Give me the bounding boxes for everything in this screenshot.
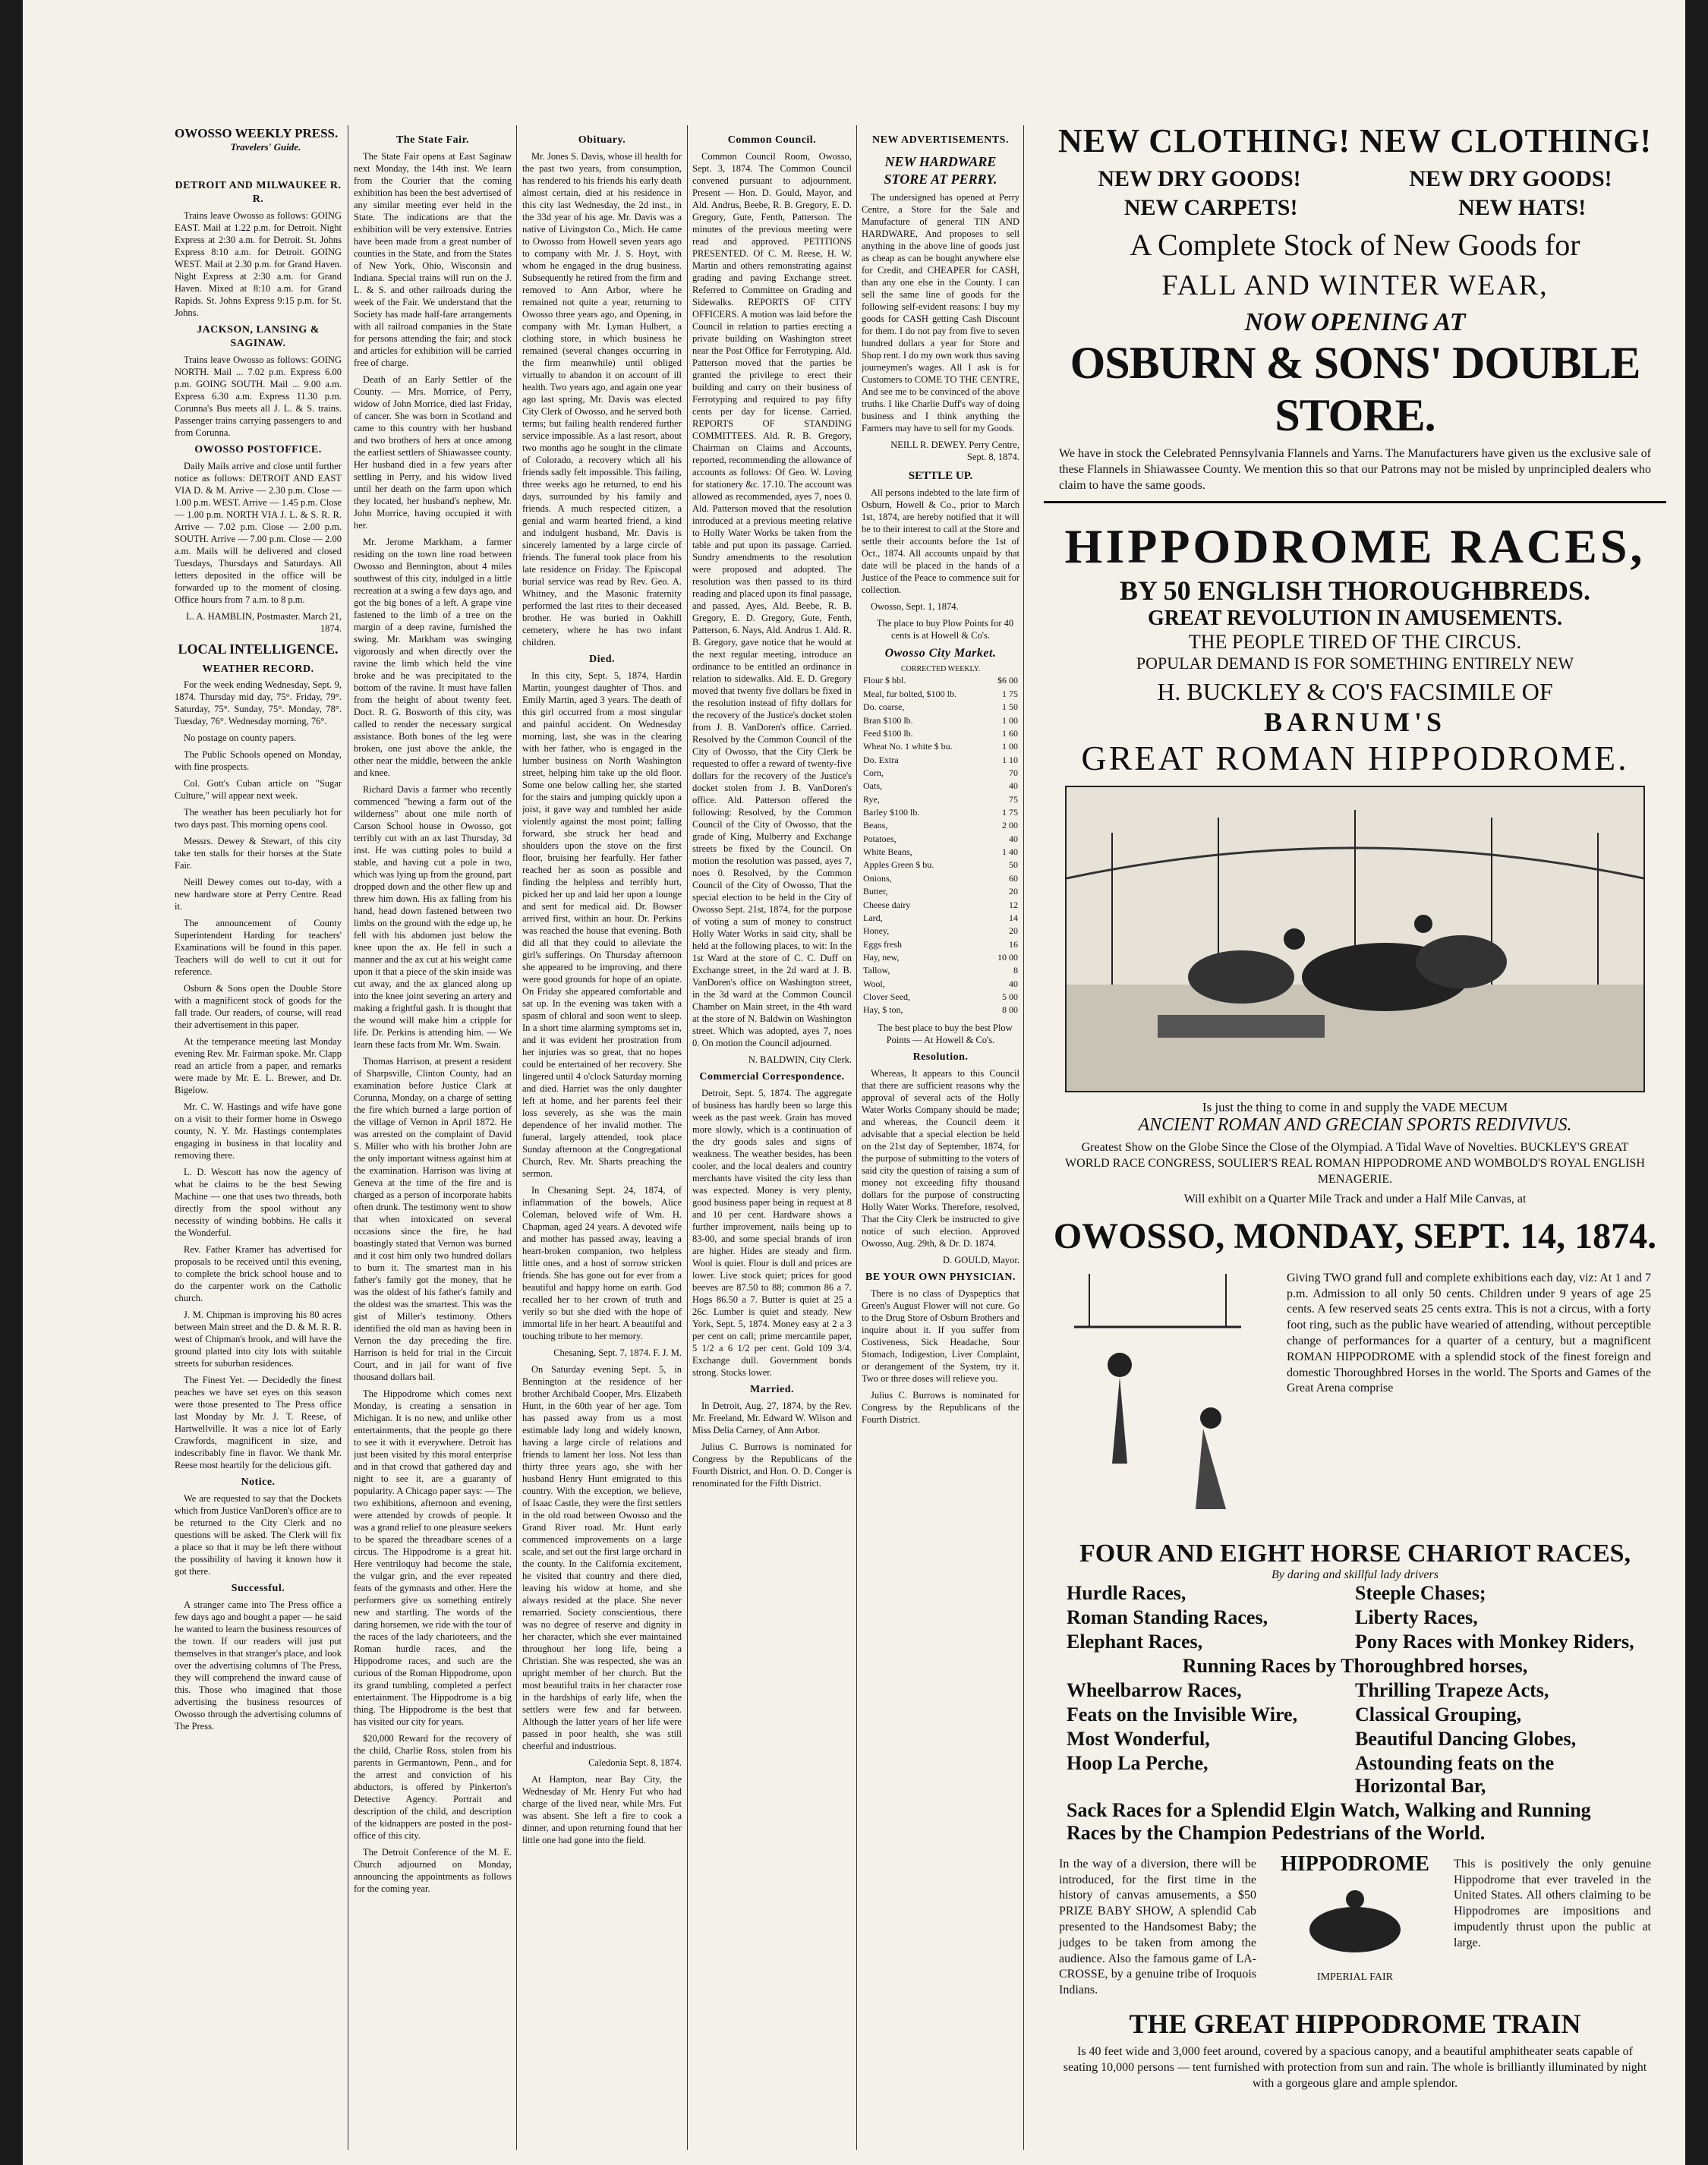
market-row — [862, 740, 1019, 753]
feature-item: Running Races by Thoroughbred horses, — [1182, 1654, 1528, 1677]
ad-hats: NEW HATS! — [1458, 195, 1587, 220]
ad-drygoods-left: NEW DRY GOODS! — [1098, 166, 1301, 191]
market-item: Lard, — [863, 912, 883, 923]
hippodrome-illustration — [1065, 786, 1645, 1092]
hardware-signature: NEILL R. DEWEY. Perry Centre, Sept. 8, 1874. — [890, 439, 1019, 462]
market-price: 5 00 — [1002, 991, 1018, 1003]
statefair-text: The State Fair opens at East Saginaw next Monday, the 14th inst. We learn from the Courier that the coming exhibition has been the best advertised of any similar meeting ever held in the State. The indications are that the exhibition will be very extensive. Entries have been made from a great number of counties in the State, and from the States of New York, Ohio, Wisconsin and Indiana. Special trains will run on the J. L. & S. and other railroads during the week of the Fair. We understand that the Society has made half-fare arrangements with all railroad companies in the State for persons attending the fair; and stock and articles for exhibition will be carried free of charge. — [354, 150, 512, 368]
market-item: Beans, — [863, 820, 888, 831]
market-row — [862, 674, 1019, 687]
market-table — [862, 674, 1019, 1016]
hunt-signature: Caledonia Sept. 8, 1874. — [588, 1757, 682, 1768]
ad-fall-winter: FALL AND WINTER WEAR, — [1161, 269, 1549, 301]
weather-record: For the week ending Wednesday, Sept. 9, 1874. Thursday mid day, 75°. Friday, 79°. Saturday, 75°. Sunday, 75°. Monday, 78°. Tuesday, 76°. Wednesday morning, 76°. — [175, 679, 342, 727]
market-item: Barley $100 lb. — [863, 807, 920, 818]
masthead — [175, 125, 357, 171]
resolution-text: Whereas, It appears to this Council that there are sufficient reasons why the approval of several acts of the Holly Water Works Company should be made; and whereas, the Council deem it advisable that a special election be held on the 21st day of September, 1874, for the purpose of submitting to the voters of said city the question of raising a sum of money not exceeding fifty thousand dollars for the purpose of constructing Holly Water Works. Therefore, resolved, That the City Clerk be instructed to give notice of such election. Approved Owosso, Aug. 29th, & Dr. D. 1874. — [862, 1067, 1019, 1249]
harrison-text: Thomas Harrison, at present a resident of Sharpsville, Clinton County, had an examination before Justice Clark at Corunna, Monday, on a charge of setting the fire which burned a large portion of the village of Vernon in April 1872. He was arrested on the complaint of David S. Miller who with his brother John are the only important witness against him at the examination. Harrison was living at Geneva at the time of the fire and is charged as a person of incorporate habits often drunk. The testimony went to show that when intoxicated on several occasions since the fire, he had boastingly stated that Vernon was burned and it cost him only two hundred dollars to burn it. The smartest man in his father's family got the money, that he was the oldest of his father's family and the oldest was the smartest. This was the gist of Miller's testimony. Others identified the old man as having been in Vernon the day preceding the fire. Harrison is held for trial in the Circuit Court, and in jail for want of five thousand dollars bail. — [354, 1055, 512, 1382]
market-row — [862, 899, 1019, 912]
reward-text: $20,000 Reward for the recovery of the child, Charlie Ross, stolen from his parents in Germantown, Penn., and for the arrest and conviction of his abductors, is offered by Pinkerton's Detective Agency. Portrait and description of the child, and description of the kidnappers are posted in the post-office of this city. — [354, 1732, 512, 1841]
feature-item: Classical Grouping, — [1355, 1703, 1522, 1725]
feature-item: Pony Races with Monkey Riders, — [1355, 1630, 1634, 1653]
market-item: Clover Seed, — [863, 991, 910, 1003]
davis-text: Richard Davis a farmer who recently commenced "hewing a farm out of the wilderness" about one mile north of Carson School house in Owosso, got terribly cut with an ax last Thursday, 3d inst. He was cutting poles to build a stable, and having cut a pole in two, which was lying up from the ground, part dropped down and the other flew up and threw him down. His ax falling from his hand, head down fastened between two limbs on the ground with the edge up, he fell with his abdomen just below the knee upon the ax. He fell in such a manner and the ax cut at his weight came upon it that a piece of the skin inside was cut away, and the ax glanced along up into the knee joint severing an artery and making a frightful gash. It is thought that the wound will make him a cripple for life. Dr. Perkins is attending him. — We learn these facts from Mr. Wm. Swain. — [354, 783, 512, 1050]
market-row — [862, 978, 1019, 991]
feature-item: Sack Races for a Splendid Elgin Watch, Walking and Running Races by the Champion Pedestrians of the World. — [1067, 1798, 1591, 1844]
local-item: The weather has been peculiarly hot for two days past. This morning opens cool. — [175, 807, 342, 830]
market-price: 20 — [1009, 886, 1018, 897]
hippo-chariot: FOUR AND EIGHT HORSE CHARIOT RACES, — [1079, 1539, 1631, 1568]
railroad-schedule: Trains leave Owosso as follows: GOING EAST. Mail at 1.22 p.m. for Detroit. Night Express at 2:30 a.m. for Detroit. St. Johns Express 8:10 a.m. for Detroit. GOING WEST. Mail at 2.30 p.m. for Grand Haven. Night Express at 2:30 a.m. for Grand Haven. Mixed at 8:10 a.m. for Grand Rapids. St. Johns Express 9:15 p.m. for St. Johns. — [175, 210, 342, 318]
market-row — [862, 885, 1019, 898]
council-text: Common Council Room, Owosso, Sept. 3, 1874. The Common Council convened pursuant to adjournment. Present — Hon. D. Gould, Mayor, and Ald. Andrus, Beebe, R. B. Gregory, E. D. Gregory, Gute, Fenth, Patterson. The minutes of the previous meeting were read and approved. PETITIONS PRESENTED. Of C. M. Reese, H. W. Martin and others remonstrating against grading and paving Exchange street. Referred to Committee on Grading and Sidewalks. REPORTS OF CITY OFFICERS. A motion was laid before the Council in relation to parties erecting a private building on Washington street near the Post Office for Ferrotyping. Ald. Patterson moved that the parties be granted the privilege to erect their building and carry on their business of Ferrotyping and required to pay fifty cents per day for license. Carried. REPORTS OF STANDING COMMITTEES. Ald. R. B. Gregory, Chairman on Claims and Accounts, reported, recommending the allowance of accounts as follows: Of Geo. W. Loving for stationery &c. 17.10. The account was allowed as recommended, ayes 7, noes 0. Ald. Patterson moved that the resolution introduced at a previous meeting relative to Holly Water Works be taken from the table and put upon its passage. Carried. Sundry amendments to the resolution were proposed and adopted. The resolution was then passed to its third reading and placed upon its final passage, and passed, Ayes, Ald. Beebe, R. B. Gregory, E. D. Gregory, Gute, Fenth, Patterson, 6. Nays, Ald. Andrus 1. Ald. R. B. Gregory, gave notice that he would at the next regular meeting, introduce an ordinance to be entitled an ordinance in relation to sidewalks. Ald. E. D. Gregory moved that twenty five dollars be fixed in the resolution instead of fifty dollars for the recovery of the Justice's docket stolen from J. B. VanDoren's office. Carried. Resolved by the Common Council of the City of Owosso, that the City Clerk be requested to offer a reward of twenty-five dollars for the recovery of the Justice's docket stolen from J. B. VanDoren's office. Ald. Patterson offered the following: Resolved, by the Common Council of the City of Owosso, that the grade of King, Mulberry and Exchange streets be fixed by the Council. On motion the resolution was passed, ayes 7, noes 0. Resolved, by the Common Council of the City of Owosso, That the special election to be held in the City of Owosso Sept. 21st, 1874, for the purpose of voting a sum of money to construct Holly Water Works in said city, shall be held at the following places, to wit: In the 1st Ward at the store of C. C. Duff on Exchange street, in the 2d ward at J. B. VanDoren's office on Washington street, in the 3d ward at the Common Council Chamber on Main street, in the 4th ward at the store of N. Baldwin on Washington street. Which was adopted, ayes 7, noes 0. On motion the Council adjourned. — [692, 150, 852, 1048]
market-item: Wheat No. 1 white $ bu. — [863, 741, 953, 752]
commercial-text: Detroit, Sept. 5, 1874. The aggregate of business has hardly been so large this week as the past week. Grain has moved more slowly, which is a continuation of the dry goods sales and signs of weakness. The weather besides, has been cooler, and the local dealers and country merchants have visited the city less than was expected. Money is very plenty, good business paper being in request at 8 and 10 per cent. Hardware shows a further improvement, nails being up to 83-00, and some special brands of iron are higher. Hides are steady and firm. Wool is quiet. Flour is dull and prices are lower. Live stock quiet; prices for good beeves are 87.50 to 88; common 86 a 7. Hogs 86.50 a 7. Butter is quiet at 25 a 26c. Lumber is quiet and steady. New York, Sept. 5, 1874. Money easy at 2 a 3 per cent on call; prime mercantile paper, 5 1/2 a 6 1/2 per cent. Gold 109 3/4. Exchange dull. Government bonds strong. Stocks lower. — [692, 1087, 852, 1378]
column-4 — [692, 129, 852, 2133]
market-row — [862, 1004, 1019, 1016]
feature-item: Astounding feats on the Horizontal Bar, — [1355, 1751, 1555, 1797]
postoffice-heading: OWOSSO POSTOFFICE. — [194, 443, 322, 455]
local-item: The Public Schools opened on Monday, with fine prospects. — [175, 749, 342, 773]
market-price: $6 00 — [997, 675, 1018, 686]
notice-text: We are requested to say that the Dockets which from Justice VanDoren's office are to be returned to the City Clerk and no questions will be asked. The Clerk will fix a place so that it may be left there without the possibility of having it known how it got there. — [175, 1493, 342, 1577]
feature-item: Feats on the Invisible Wire, — [1067, 1703, 1298, 1725]
market-item: Cheese dairy — [863, 899, 911, 910]
feature-item: Most Wonderful, — [1067, 1727, 1210, 1750]
married-heading: Married. — [749, 1383, 795, 1395]
market-item: Tallow, — [863, 965, 890, 976]
obituary-heading: Obituary. — [578, 134, 626, 146]
market-item: White Beans, — [863, 846, 912, 858]
weather-heading: WEATHER RECORD. — [202, 663, 314, 675]
jackson-schedule: Trains leave Owosso as follows: GOING NORTH. Mail ... 7.02 p.m. Express 6.00 p.m. GOING SOUTH. Mail ... 9.00 a.m. Express 6.30 a.m. Express 11.30 p.m. Corunna's Bus meets all J. L. & S. trains. Passenger trains carrying passengers to and from Corunna. — [175, 354, 342, 438]
market-row — [862, 951, 1019, 964]
hardware-text: The undersigned has opened at Perry Centre, a Store for the Sale and Manufacture of general TIN AND HARDWARE, And proposes to sell anything in the above line of goods just as cheap as can be bought anywhere else for Credit, and CHEAPER for CASH, than any one else in the County. I can sell the same line of goods for the following self-evident reasons: I buy my goods for CASH getting Cash Discount for them. I do not pay from five to seven hundred dollars a year for Store and Shop rent. I do my own work thus saving journeymen's wages. All I ask is for Customers to COME TO THE CENTRE, And see me to be convinced of the above truths. I like Charlie Duff's way of doing business and I think anything the Farmers may have to sell for my Goods. — [862, 191, 1019, 433]
market-item: Flour $ bbl. — [863, 675, 906, 686]
best-place-text: The best place to buy the best Plow Points — At Howell & Co's. — [878, 1022, 1013, 1045]
market-price: 1 75 — [1002, 688, 1018, 699]
market-price: 40 — [1009, 833, 1018, 844]
ad-osburn-store: OSBURN & SONS' DOUBLE STORE. — [1070, 338, 1640, 440]
hippo-tidal-wave: Greatest Show on the Globe Since the Close of the Olympiad. A Tidal Wave of Novelties. BUCKLEY'S GREAT WORLD RACE CONGRESS, SOULIER'S REAL ROMAN HIPPODROME AND WOMBOLD'S ROYAL ENGLISH MENAGERIE. — [1065, 1141, 1645, 1186]
hippodrome-text: The Hippodrome which comes next Monday, is creating a sensation in Michigan. It is no new, and unlike other entertainments, that the people go there to see it with it everywhere. Detroit has just been visited by this moral enterprise and in that crowd that gathered day and night to see it, are a guaranty of popularity. A Chicago paper says: — The two exhibitions, afternoon and evening, were attended by crowds of people. It was a grand relief to one pleasure seekers to be spared the threadbare scenes of a circus. The Hippodrome is a great hit. Here ventriloquy had become the stale, the vulgar grin, and the ever repeated feats of the gymnasts and other. Here the performers give us something entirely new and startling. The words of the daring horsemen, we ride with the tour of the races of the lady charioteers, and the Roman hurdle races, and the Hippodrome races, and such are the curious of the Roman Hippodrome, upon its grand tumbling, completed a perfect entertainment. The Hippodrome is a big thing. The Hippodrome is the best that has visited our city for years. — [354, 1388, 512, 1727]
settle-heading: SETTLE UP. — [908, 469, 973, 482]
hunt-text: On Saturday evening Sept. 5, in Bennington at the residence of her brother Archibald Cooper, Mrs. Elizabeth Hunt, in the 60th year of her age. Tom has passed away from us a most estimable lady long and widely known, having a large circle of relations and friends to lament her loss. Not less than thirty three years ago, she with her husband Henry Hunt emigrated to this country. With the exception, we believe, of Isaac Castle, they were the first settlers in the old road between Owosso and the Grand River road. Mr. Hunt early commenced improvements on a large scale, and set out the first large orchard in the county. In the California excitement, he visited that country and there died, leaving his widow at home, and she always resided at the place. She never remarried. Society conscientious, there was no degree of reserve and dignity in her character, which she ever maintained throughout her long life, being a Christian. She was respected, she was an upright member of her church. But the most beautiful traits in her character rose in the hardships of early life, when the settlers were few and far between. Although the latter years of her life were passed in poor health, she was still cheerful and industrious. — [522, 1363, 682, 1751]
market-item: Honey, — [863, 925, 890, 937]
market-item: Meal, fur bolted, $100 lb. — [863, 688, 956, 699]
local-item: The Finest Yet. — Decidedly the finest peaches we have set eyes on this season were those presented to The Press office last Monday by Mr. J. T. Reese, of Hartwellville. It was a nice lot of Early Crawfords, magnificent in size, and indescribably fine in flavor. We thank Mr. Reese most heartily for the delicious gift. — [175, 1375, 342, 1471]
hippo-buckley: H. BUCKLEY & CO'S FACSIMILE OF — [1157, 678, 1553, 706]
local-item: L. D. Wescott has now the agency of what he claims to be the best Sewing Machine — one that uses two threads, both directly from the spool without any necessity of winding bobbins. He calls it the Wonderful. — [175, 1167, 342, 1239]
market-price: 75 — [1009, 793, 1018, 805]
ad-drygoods-row — [1044, 166, 1666, 192]
hippo-positive-text: This is positively the only genuine Hippodrome that ever traveled in the United States. All others claiming to be Hippodromes are impositions and impudently thrust upon the public at large. — [1454, 1857, 1651, 1949]
death-notice-signature: Chesaning, Sept. 7, 1874. F. J. M. — [553, 1347, 682, 1358]
market-item: Wool, — [863, 978, 885, 989]
hardware-heading: NEW HARDWARE STORE AT PERRY. — [884, 153, 997, 187]
market-row — [862, 688, 1019, 701]
market-item: Oats, — [863, 780, 882, 792]
market-row — [862, 767, 1019, 780]
hippo-great-roman: GREAT ROMAN HIPPODROME. — [1081, 739, 1629, 778]
hippo-train-heading: THE GREAT HIPPODROME TRAIN — [1129, 2008, 1581, 2039]
hippo-barnum: BARNUM'S — [1263, 707, 1446, 738]
market-price: 1 75 — [1002, 807, 1018, 818]
column-5 — [862, 129, 1019, 2133]
market-item: Corn, — [863, 767, 884, 778]
column-2 — [354, 129, 512, 2133]
notice-heading: Notice. — [241, 1476, 276, 1489]
married-text: In Detroit, Aug. 27, 1874, by the Rev. Mr. Freeland, Mr. Edward W. Wilson and Miss Delia Carney, of Ann Arbor. — [692, 1400, 852, 1435]
hampton-text: At Hampton, near Bay City, the Wednesday of Mr. Henry Fut who had charge of the lived near, while Mrs. Fut was absent. She left a fire to cook a dinner, and upon returning found that her little one had gone into the field. — [522, 1773, 682, 1845]
horse-rider-icon — [1279, 1877, 1431, 1968]
market-price: 40 — [1009, 978, 1018, 989]
market-row — [862, 938, 1019, 951]
market-row — [862, 925, 1019, 938]
masthead-subtitle: Travelers' Guide. — [230, 141, 301, 153]
statefair-heading: The State Fair. — [395, 134, 470, 146]
market-price: 8 — [1013, 965, 1018, 976]
commercial-heading: Commercial Correspondence. — [699, 1070, 845, 1082]
ad-drygoods-right: NEW DRY GOODS! — [1409, 166, 1612, 191]
feature-item: Roman Standing Races, — [1067, 1606, 1268, 1628]
hippodrome-races-heading: HIPPODROME RACES, — [1064, 519, 1646, 574]
market-row — [862, 964, 1019, 977]
resolution-signature: D. GOULD, Mayor. — [942, 1254, 1019, 1265]
market-item: Do. Extra — [863, 754, 899, 765]
burrows-text-2: Julius C. Burrows is nominated for Congress by the Republicans of the Fourth District. — [862, 1389, 1019, 1425]
died-text: In this city, Sept. 5, 1874, Hardin Martin, youngest daughter of Thos. and Emily Martin, aged 3 years. The death of this girl occurred from a most singular and painful accident. On Wednesday morning, last, she was in the clearing with her father, who is engaged in the lumber business on North Washington street, helping him take up the old floor. Some one below calling her, she started for the stairs and jumping quickly upon a joist, it gave way and tumbled her aside violently against the most point; falling forward, she struck her head and shoulders upon the stove on the first floor, bruising her fearfully. Her father reached her as soon as possible and finding the helpless and terribly hurt, picked her up and laid her upon a lounge and sent for medical aid. Dr. Bowser arrived first, within an hour. Dr. Perkins was reached the house that evening. Both did all that they could to alleviate the girl's sufferings. On Thursday afternoon she appeared to be improving, and there were good grounds for hope of an opiate. On Friday she appeared comfortable and sat up. In the evening was taken with a spasm of chloral and soon went to sleep. In a short time alarming symptoms set in, and it was evident her prostration from her injuries was so great, that no hopes could be entertained of her recovery. She lingered until 4 o'clock Saturday morning and died. Harriet was the only daughter left at home, and her parents feel their loss severely, as she was the main dependence of her invalid mother. The funeral, largely attended, took place Sunday afternoon at the Congregational Church, Rev. Mr. Sharts preaching the sermon. — [522, 670, 682, 1179]
market-price: 50 — [1009, 859, 1018, 871]
postoffice-signature: L. A. HAMBLIN, Postmaster. March 21, 1874. — [186, 610, 342, 634]
ad-flannels-text: We have in stock the Celebrated Pennsylvania Flannels and Yarns. The Manufacturers have given us the exclusive sale of these Flannels in Shiawassee County. We mention this so that our Patrons may not be misled by unprincipled dealers who claim to have the same goods. — [1059, 447, 1651, 492]
column-rule — [516, 125, 517, 2150]
hippo-vade-mecum: Is just the thing to come in and supply the VADE MECUM — [1202, 1100, 1508, 1115]
feature-item: Beautiful Dancing Globes, — [1355, 1727, 1577, 1750]
hippo-exhibit: Will exhibit on a Quarter Mile Track and under a Half Mile Canvas, at — [1183, 1192, 1527, 1205]
advertisement-block — [1044, 121, 1666, 2141]
market-item: Feed $100 lb. — [863, 727, 913, 739]
hippo-revolution: GREAT REVOLUTION IN AMUSEMENTS. — [1147, 607, 1563, 631]
hippo-thoroughbreds: BY 50 ENGLISH THOROUGHBREDS. — [1119, 575, 1591, 607]
market-price: 60 — [1009, 872, 1018, 884]
hippo-train-text: Is 40 feet wide and 3,000 feet around, covered by a spacious canopy, and a beautiful amphitheater seats capable of seating 10,000 persons — tent furnished with protection from sun and rain. The whole is brilliantly illuminated by night with a gorgeous glare and ample splendor. — [1063, 2044, 1647, 2090]
market-price: 1 10 — [1002, 754, 1018, 765]
died-heading: Died. — [589, 653, 615, 665]
newspaper-page — [23, 0, 1685, 2165]
local-intelligence-heading: LOCAL INTELLIGENCE. — [178, 641, 339, 657]
market-price: 14 — [1009, 912, 1018, 923]
market-price: 20 — [1009, 925, 1018, 937]
column-rule — [687, 125, 688, 2150]
death-text: Death of an Early Settler of the County. — Mrs. Morrice, of Perry, widow of John Morrice, died last Friday, of cancer. She was born in Scotland and came to this country with her husband and two brothers of hers at once among the earliest settlers of Shiawassee county. Her husband died in a few years after settling in Perry, and his widow lived until her death on the farm upon which they located, her husband's nephew, Mr. John Morrice, having occupied it with her. — [354, 373, 512, 531]
ad-carpets: NEW CARPETS! — [1123, 195, 1298, 220]
local-item: Osburn & Sons open the Double Store with a magnificent stock of goods for the fall trade. Our readers, of course, will read their advertisement in this paper. — [175, 983, 342, 1031]
local-item: J. M. Chipman is improving his 80 acres between Main street and the D. & M. R. R. west of Chipman's brook, and will have the ground platted into city lots with suitable streets for suburban residences. — [175, 1309, 342, 1369]
market-row — [862, 833, 1019, 846]
settle-signature: Owosso, Sept. 1, 1874. — [871, 601, 959, 613]
market-price: 2 00 — [1002, 820, 1018, 831]
new-ads-heading: NEW ADVERTISEMENTS. — [872, 134, 1009, 146]
market-price: 1 00 — [1002, 741, 1018, 752]
column-1 — [175, 175, 342, 2141]
feature-item: Liberty Races, — [1355, 1606, 1478, 1628]
market-price: 1 50 — [1002, 701, 1018, 713]
market-price: 8 00 — [1002, 1004, 1018, 1016]
market-item: Rye, — [863, 793, 880, 805]
market-item: Onions, — [863, 872, 892, 884]
feature-item: Wheelbarrow Races, — [1067, 1678, 1242, 1701]
feature-item: Hurdle Races, — [1067, 1581, 1186, 1604]
market-item: Eggs fresh — [863, 938, 902, 950]
market-row — [862, 754, 1019, 767]
local-item: At the temperance meeting last Monday evening Rev. Mr. Fairman spoke. Mr. Clapp read an article from a paper, and remarks were made by Mr. E. L. Brewer, and Dr. Bigelow. — [175, 1036, 342, 1096]
ad-clothing-line: NEW CLOTHING! NEW CLOTHING! — [1057, 122, 1653, 159]
hippo-bottom-row — [1044, 1852, 1666, 2003]
railroad-heading: DETROIT AND MILWAUKEE R. R. — [175, 180, 342, 205]
market-row — [862, 727, 1019, 740]
hippo-acrobat-row — [1044, 1266, 1666, 1539]
market-row — [862, 714, 1019, 727]
market-item: Apples Green $ bu. — [863, 859, 934, 871]
market-row — [862, 793, 1019, 806]
obituary-text: Mr. Jones S. Davis, whose ill health for the past two years, from consumption, has rendered to his friends his early death almost certain, died at his residence in this city last Wednesday, the 2d inst., in the 33d year of his age. Mr. Davis was a native of Livingston Co., Mich. He came to Owosso from Howell seven years ago to company with Mr. J. S. Hoyt, with whom he engaged in the drug business. Subsequently he retired from the firm and removed to Ann Arbor, where he remained not quite a year, returning to Owosso three years ago, and Opening, in company with Mr. Lyman Hulbert, a clothing store, in which business he remained (several changes occurring in the firm meanwhile) until obliged virtually to abandon it on account of ill health. Two years ago, and again one year ago last spring, Mr. Davis was elected City Clerk of Owosso, and he served both terms; but failing health rendered further service impossible. As a last resort, about two months ago he sought in the climate of Colorado, a recovery which all his friends sadly felt impossible. This failing, three weeks ago he returned, to end his days, surrounded by his family and friends. A much respected citizen, a genial and warm hearted friend, a kind and indulgent husband, Mr. Davis is sincerely lamented by a large circle of friends. The funeral took place from his late residence on Friday. The Episcopal burial service was read by Rev. Geo. A. Whitney, and the Masonic fraternity performed the last rites to their deceased brother. He was buried in Oakhill cemetery, where he has two infant children. — [522, 150, 682, 648]
physician-heading: BE YOUR OWN PHYSICIAN. — [865, 1271, 1016, 1283]
market-row — [862, 859, 1019, 871]
market-price: 16 — [1009, 938, 1018, 950]
feature-item: Steeple Chases; — [1355, 1581, 1486, 1604]
postoffice-text: Daily Mails arrive and close until further notice as follows: DETROIT AND EAST VIA D. & M. Arrive — 2.30 p.m. Close — 1.00 p.m. WEST. Arrive — 1.45 p.m. Close — 1.00 p.m. NORTH VIA J. L. & S. R. R. Arrive — 7.02 p.m. Close — 2.00 p.m. SOUTH. Arrive — 7.00 p.m. Close — 2.00 a.m. Mails will be delivered and closed Tuesdays, Thursdays and Saturdays. All letters deposited in the office will be forwarded up to the moment of closing. Office hours from 7 a.m. to 8 p.m. — [175, 460, 342, 605]
acrobat-illustration — [1044, 1266, 1272, 1539]
local-item: Mr. C. W. Hastings and wife have gone on a visit to their former home in Oswego county, N. Y. Mr. Hastings contemplates engaging in business in that locality and removing there. — [175, 1101, 342, 1161]
resolution-heading: Resolution. — [912, 1051, 969, 1063]
hippo-chariot-sub: By daring and skillful lady drivers — [1272, 1568, 1439, 1581]
local-item: The announcement of County Superintendent Harding for teachers' Examinations will be found in this paper. Teachers will do well to cut it out for reference. — [175, 918, 342, 978]
council-heading: Common Council. — [727, 134, 817, 146]
market-price: 70 — [1009, 767, 1018, 778]
hippo-date: OWOSSO, MONDAY, SEPT. 14, 1874. — [1053, 1215, 1657, 1256]
market-price: 1 00 — [1002, 714, 1018, 726]
market-subheading: CORRECTED WEEKLY. — [900, 664, 981, 673]
council-signature: N. BALDWIN, City Clerk. — [748, 1054, 852, 1065]
hippo-demand: POPULAR DEMAND IS FOR SOMETHING ENTIRELY NEW — [1136, 654, 1574, 673]
settle-text: All persons indebted to the late firm of Osburn, Howell & Co., prior to March 1st, 1874, are hereby notified that it will be to their interest to call at the Store and settle their accounts before the 1st of Oct., 1874. All accounts unpaid by that date will be placed in the hands of a Justice of the Peace to commence suit for collection. — [862, 487, 1019, 596]
feature-item: Hoop La Perche, — [1067, 1751, 1209, 1774]
column-rule — [1023, 125, 1024, 2150]
hippo-ancient-roman: ANCIENT ROMAN AND GRECIAN SPORTS REDIVIVUS. — [1138, 1115, 1572, 1136]
market-item: Do. coarse, — [863, 701, 905, 713]
market-item: Bran $100 lb. — [863, 714, 913, 726]
market-price: 12 — [1009, 899, 1018, 910]
market-item: Butter, — [863, 886, 888, 897]
market-item: Potatoes, — [863, 833, 897, 844]
market-item: Hay, $ ton, — [863, 1004, 903, 1016]
physician-text: There is no class of Dyspeptics that Green's August Flower will not cure. Go to the Drug Store of Osburn Brothers and inquire about it. If you suffer from Costiveness, Sick Headache, Sour Stomach, Indigestion, Liver Complaint, or derangement of the System, try it. Two or three doses will relieve you. — [862, 1287, 1019, 1384]
feature-item: Thrilling Trapeze Acts, — [1355, 1678, 1549, 1701]
hippo-giving-text: Giving TWO grand full and complete exhibitions each day, viz: At 1 and 7 p.m. Admission to all only 50 cents. Children under 9 years of age 25 cents. A few reserved seats 25 cents extra. This is not a circus, with a forty foot ring, such as the public have wearied of attending, without perceptible change of performances for a quarter of a century, but a magnificent ROMAN HIPPODROME with a splendid stock of the finest foreign and domestic Thoroughbred Horses in the world. The Sports and Games of the Great Arena comprise — [1287, 1271, 1651, 1395]
market-price: 1 40 — [1002, 846, 1018, 858]
market-row — [862, 819, 1019, 832]
market-price: 1 60 — [1002, 727, 1018, 739]
burrows-text: Julius C. Burrows is nominated for Congress by the Republicans of the Fourth District, and Hon. O. D. Conger is renominated for the Fifth District. — [692, 1441, 852, 1489]
market-price: 40 — [1009, 780, 1018, 792]
market-row — [862, 912, 1019, 925]
plow-text: The place to buy Plow Points for 40 cents is at Howell & Co's. — [876, 618, 1014, 641]
market-row — [862, 780, 1019, 793]
local-item: Neill Dewey comes out to-day, with a new hardware store at Perry Centre. Read it. — [175, 877, 342, 912]
market-row — [862, 806, 1019, 819]
chariot-race-engraving — [1067, 787, 1643, 1091]
badge-title: HIPPODROME — [1281, 1851, 1429, 1876]
trapeze-icon — [1044, 1266, 1272, 1539]
hippodrome-badge — [1272, 1852, 1439, 2003]
market-heading: Owosso City Market. — [884, 647, 997, 660]
local-item: Messrs. Dewey & Stewart, of this city take ten stalls for their horses at the State Fair. — [175, 836, 342, 871]
market-item: Hay, new, — [863, 951, 900, 963]
successful-heading: Successful. — [231, 1583, 285, 1595]
market-row — [862, 701, 1019, 714]
hippo-tired: THE PEOPLE TIRED OF THE CIRCUS. — [1188, 631, 1522, 654]
jackson-heading: JACKSON, LANSING & SAGINAW. — [197, 323, 320, 349]
market-row — [862, 991, 1019, 1004]
markham-text: Mr. Jerome Markham, a farmer residing on the town line road between Owosso and Bennington, about 4 miles southwest of this city, indulged in a little recreation at a swing a few days ago, and got the big bones of a left. A grape vine fastened to the limb of a tree on the margin of a deep ravine, furnished the swing. Mr. Markham was swinging vigorously and when directly over the ravine the limb which held the vine broke and he was precipitated to the bottom of the ravine. It must have fallen from the height of about twenty feet. Doct. R. G. Bosworth of this city, was called to render the necessary surgical assistance. Both bones of the leg were broken, one just above the ankle, the other near the middle, between the ankle and knee. — [354, 536, 512, 778]
conference-text: The Detroit Conference of the M. E. Church adjourned on Monday, announcing the appointments as follows for the coming year. — [354, 1846, 512, 1894]
death-notice-text: In Chesaning Sept. 24, 1874, of inflammation of the bowels, Alice Coleman, beloved wife of Wm. H. Chapman, aged 24 years. A devoted wife and mother has passed away, leaving a heart-broken companion, two helpless little ones, and a host of sorrow stricken friends. She has gone out for ever from a beautiful and happy home on earth. God recalled her to her crown of truth and verily so but she died with the hope of immortal life in her heart. A beautiful and touching tribute to her memory. — [522, 1184, 682, 1341]
hippo-features — [1044, 1582, 1666, 1845]
ad-carpets-row — [1044, 195, 1666, 221]
ad-now-opening: NOW OPENING AT — [1244, 308, 1466, 336]
feature-item: Elephant Races, — [1067, 1630, 1203, 1653]
local-item: No postage on county papers. — [184, 733, 297, 744]
local-item: Col. Gott's Cuban article on "Sugar Culture," will appear next week. — [175, 778, 342, 802]
badge-sub: IMPERIAL FAIR — [1317, 1971, 1393, 1983]
ad-complete-stock: A Complete Stock of New Goods for — [1130, 228, 1580, 262]
market-row — [862, 872, 1019, 885]
local-item: Rev. Father Kramer has advertised for proposals to be received until this evening, to complete the brick school house and to do the carpenter work on the Catholic church. — [175, 1244, 342, 1304]
market-row — [862, 846, 1019, 859]
column-3 — [522, 129, 682, 2133]
market-price: 10 00 — [997, 951, 1018, 963]
successful-text: A stranger came into The Press office a few days ago and bought a paper — he said he wanted to learn the business resources of the town. If our readers will just put themselves in that stranger's place, and look over the advertising columns of The Press, they will comprehend the inward cause of this. Those who imagined that those advertising the business resources of Owosso through the advertising columns of The Press. — [175, 1599, 342, 1732]
hippo-diversion-text: In the way of a diversion, there will be introduced, for the first time in the history of canvas amusements, a $50 PRIZE BABY SHOW, A splendid Cab presented to the Handsomest Baby; the judges to be taken from among the audience. Also the famous game of LA-CROSSE, by a genuine tribe of Iroquois Indians. — [1059, 1857, 1256, 1997]
column-rule — [856, 125, 857, 2150]
masthead-title: OWOSSO WEEKLY PRESS. — [175, 126, 339, 140]
